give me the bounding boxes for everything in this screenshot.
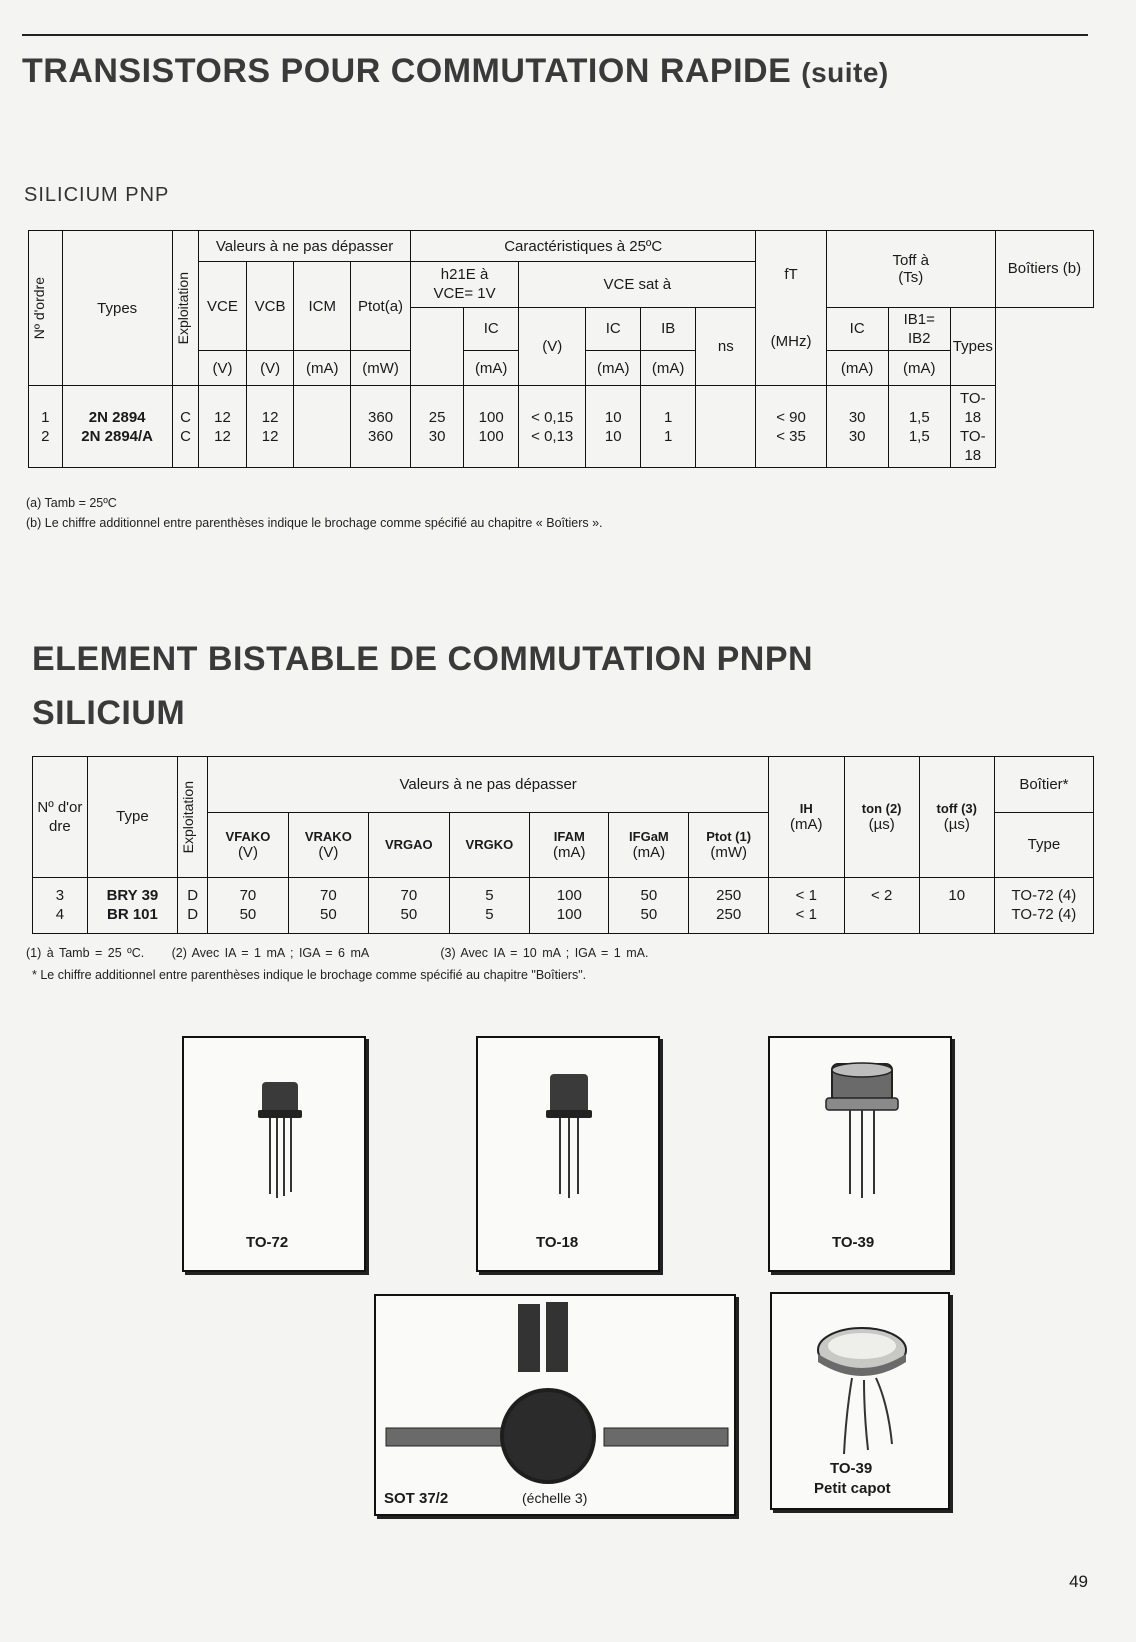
ib-unit: (mA): [641, 351, 696, 386]
note-1: (1) à Tamb = 25 ºC.: [26, 946, 145, 960]
col-ifam: IFAM (mA): [530, 813, 609, 877]
page-number: 49: [1069, 1572, 1088, 1591]
package-sot37: [374, 1294, 736, 1516]
to18-label: TO-18: [536, 1234, 579, 1251]
ic2-unit: (mA): [586, 351, 641, 386]
col-h21e: h21E à VCE= 1V: [410, 262, 518, 308]
section1-subtitle: SILICIUM PNP: [24, 184, 170, 206]
col-toff2: toff (3) (µs): [919, 757, 994, 878]
col-vrako: VRAKO (V): [288, 813, 368, 877]
col-vrgao: VRGAO: [369, 813, 450, 877]
col-ptot2: Ptot (1) (mW): [689, 813, 769, 877]
col-type-box2: Type: [994, 813, 1093, 877]
col-ordre: Nº d'ordre: [31, 276, 47, 340]
col-ic3: IC: [826, 307, 888, 350]
note-star: * Le chiffre additionnel entre parenthèses indique le brochage comme spécifié au chapitre "Boîtiers".: [32, 968, 587, 982]
ptot-unit: (mW): [351, 351, 411, 386]
ft-unit: (MHz): [770, 333, 812, 351]
col-types: Types: [62, 231, 172, 386]
vcb-unit: (V): [246, 351, 294, 386]
to72-label: TO-72: [246, 1234, 289, 1251]
pnpn-bistable-table: [32, 756, 1094, 934]
ic-unit: (mA): [464, 351, 519, 386]
col-exploitation2: Exploitation: [180, 780, 197, 854]
ic3-unit: (mA): [826, 351, 888, 386]
table-row: 1 2 2N 2894 2N 2894/A C C 12 12 12 12 360 360 25 30 100 100 < 0,15 < 0,13 10 10 1 1 < 90 < 35 30 30 1,5 1,5 TO-18 TO-18: [29, 386, 1094, 468]
col-ton: ton (2) (µs): [844, 757, 919, 878]
section2-title-line2: SILICIUM: [32, 694, 186, 732]
col-ib12: IB1= IB2: [888, 307, 950, 350]
col-type2: Type: [87, 757, 177, 878]
col-vcesat: VCE sat à: [519, 262, 756, 308]
package-to72: [182, 1036, 366, 1272]
col-ic: IC: [464, 307, 519, 350]
section1-title: TRANSISTORS POUR COMMUTATION RAPIDE (suite): [22, 52, 889, 90]
header-limits: Valeurs à ne pas dépasser: [199, 231, 411, 262]
col-ordre2: Nº d'or dre: [33, 757, 88, 878]
header-characteristics: Caractéristiques à 25ºC: [410, 231, 756, 262]
package-to18: [476, 1036, 660, 1272]
col-icm: ICM: [294, 262, 351, 351]
note-2: (2) Avec IA = 1 mA ; IGA = 6 mA: [171, 946, 370, 960]
note-b: (b) Le chiffre additionnel entre parenthèses indique le brochage comme spécifié au chapitre « Boîtiers ».: [26, 516, 603, 530]
package-to39: [768, 1036, 952, 1272]
top-rule: [22, 34, 1088, 36]
ft-label: fT: [784, 266, 798, 284]
sot37-scale: (échelle 3): [522, 1490, 588, 1506]
note-a: (a) Tamb = 25ºC: [26, 496, 117, 510]
col-vcb: VCB: [246, 262, 294, 351]
ib12-unit: (mA): [888, 351, 950, 386]
vce-unit: (V): [199, 351, 247, 386]
sot37-transistor-icon: [376, 1296, 734, 1514]
col-vce: VCE: [199, 262, 247, 351]
col-ifgam: IFGaM (mA): [609, 813, 689, 877]
col-vfako: VFAKO (V): [208, 813, 288, 877]
icm-unit: (mA): [294, 351, 351, 386]
note-3: (3) Avec IA = 10 mA ; IGA = 1 mA.: [440, 946, 649, 960]
header-toff: Toff à (Ts): [826, 231, 995, 308]
to39-small-label-2: Petit capot: [814, 1480, 891, 1497]
section2-title-line1: ELEMENT BISTABLE DE COMMUTATION PNPN: [32, 640, 814, 678]
table-row: 3 4 BRY 39 BR 101 D D 70 50 70 50 70 50 5 5 100 100 50 50 250 250 < 1 < 1 < 2 10 TO-72 (4) TO-72 (4): [33, 877, 1094, 933]
to39-small-label-1: TO-39: [830, 1460, 873, 1477]
pnp-transistor-table: [28, 230, 1094, 468]
col-ic2: IC: [586, 307, 641, 350]
to39-label: TO-39: [832, 1234, 875, 1251]
col-exploitation: Exploitation: [174, 271, 191, 345]
notes-row: [26, 946, 648, 960]
sot37-label: SOT 37/2: [384, 1490, 449, 1507]
toff-unit: ns: [696, 307, 756, 386]
col-ft: [756, 231, 826, 386]
header-boitier: Boîtier*: [994, 757, 1093, 813]
col-types-box: Types: [950, 307, 995, 386]
header-boitiers: Boîtiers (b): [995, 231, 1093, 308]
col-vrgko: VRGKO: [449, 813, 530, 877]
col-ib: IB: [641, 307, 696, 350]
col-ih: IH (mA): [768, 757, 844, 878]
header-limits2: Valeurs à ne pas dépasser: [208, 757, 769, 813]
package-to39-small: [770, 1292, 950, 1510]
vcesat-unit: (V): [519, 307, 586, 386]
h21e-value-col: [410, 307, 463, 386]
col-ptot: Ptot(a): [351, 262, 411, 351]
